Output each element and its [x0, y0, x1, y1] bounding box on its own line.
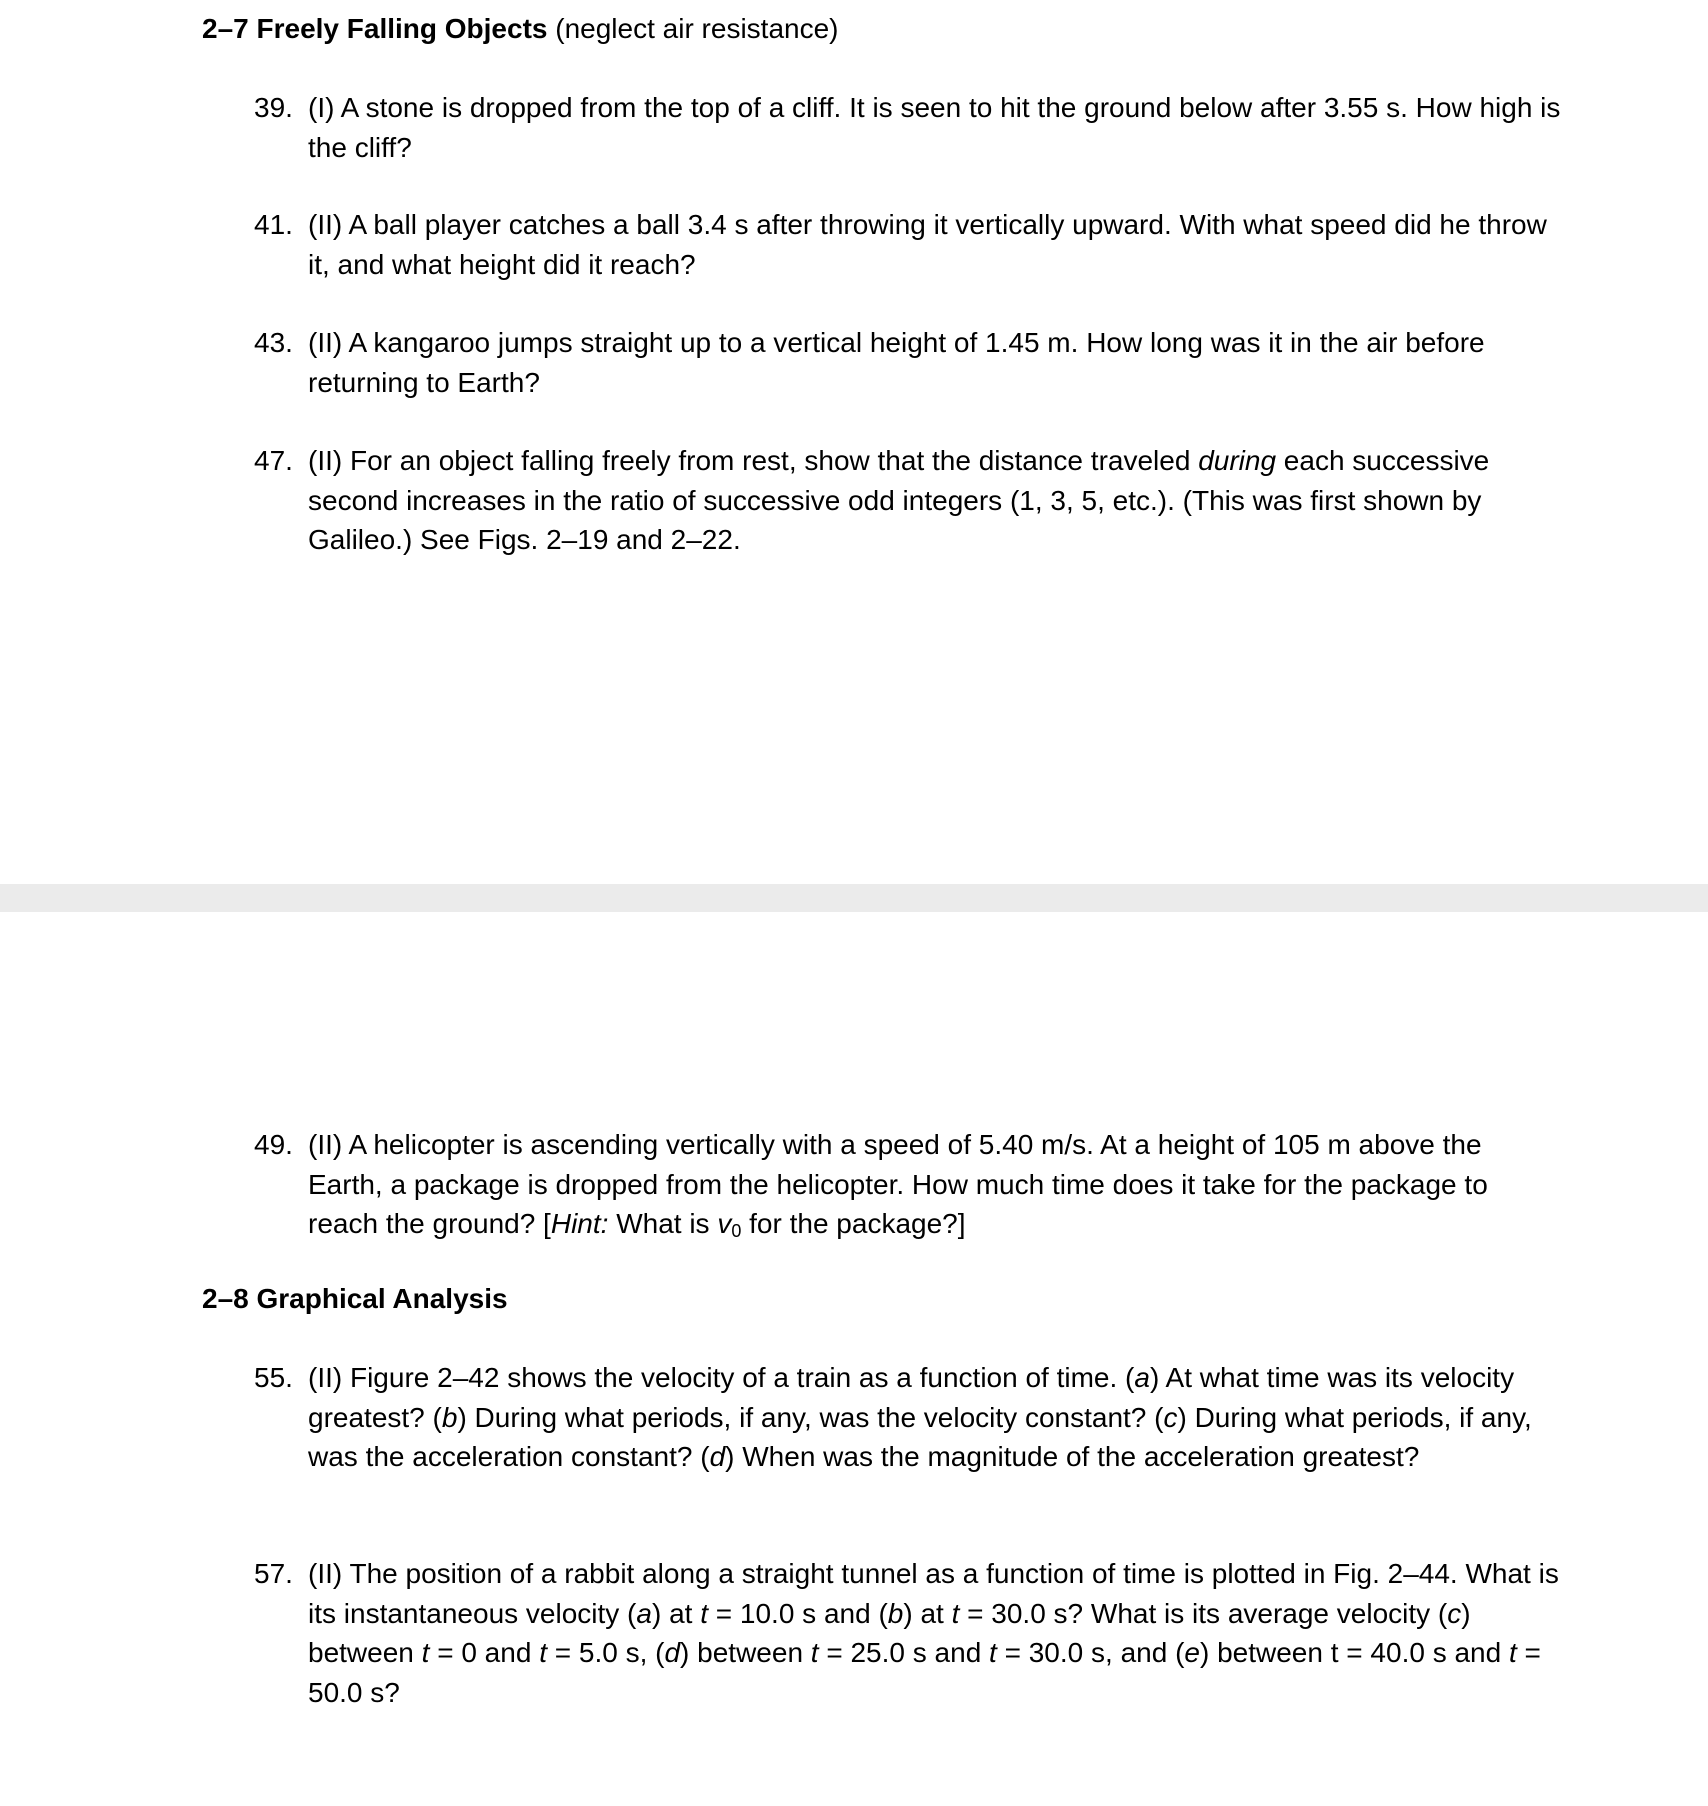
problem-number: 43.	[254, 327, 293, 358]
problem-text: (II) For an object falling freely from rest, show that the distance traveled during each successive second increases in the ratio of successive odd integers (1, 3, 5, etc.). (This was first shown by Galileo.) See Figs. 2–19 and 2–22.	[308, 445, 1490, 555]
problem-text: (II) A ball player catches a ball 3.4 s after throwing it vertically upward. With what speed did he throw it, and what height did it reach?	[308, 209, 1547, 280]
problem-number: 47.	[254, 445, 293, 476]
problem-39	[254, 88, 1564, 167]
section-heading-2-7	[202, 12, 839, 46]
problem-49	[254, 1125, 1564, 1252]
problem-number: 57.	[254, 1558, 293, 1589]
section-title: 2–8 Graphical Analysis	[202, 1283, 508, 1314]
problem-text: (II) A kangaroo jumps straight up to a vertical height of 1.45 m. How long was it in the air before returning to Earth?	[308, 327, 1485, 398]
problem-text: (II) Figure 2–42 shows the velocity of a train as a function of time. (a) At what time was its velocity greatest? (b) During what periods, if any, was the velocity constant? (c) During what periods, if any, was the acceleration constant? (d) When was the magnitude of the acceleration greatest?	[308, 1362, 1532, 1472]
section-heading-2-8	[202, 1282, 508, 1316]
section-note: (neglect air resistance)	[555, 13, 839, 44]
problem-text: (II) A helicopter is ascending vertically with a speed of 5.40 m/s. At a height of 105 m above the Earth, a package is dropped from the helicopter. How much time does it take for the package to reach the ground? [Hint: What is $v_0$ for the package?]	[308, 1129, 1488, 1241]
section-title: 2–7 Freely Falling Objects	[202, 13, 548, 44]
page-separator	[0, 884, 1708, 912]
problem-43	[254, 323, 1564, 402]
problem-41	[254, 205, 1564, 284]
problem-55	[254, 1358, 1564, 1477]
problem-number: 55.	[254, 1362, 293, 1393]
problem-57	[254, 1554, 1564, 1712]
problem-47	[254, 441, 1564, 560]
problem-number: 39.	[254, 92, 293, 123]
document-page-2	[0, 912, 1708, 1806]
problem-text: (II) The position of a rabbit along a straight tunnel as a function of time is plotted in Fig. 2–44. What is its instantaneous velocity (a) at t = 10.0 s and (b) at t = 30.0 s? What is its average velocity (c) between t = 0 and t = 5.0 s, (d) between t = 25.0 s and t = 30.0 s, and (e) between t = 40.0 s and t = 50.0 s?	[308, 1558, 1559, 1708]
problem-number: 49.	[254, 1129, 293, 1160]
emphasis: during	[1198, 445, 1277, 476]
problem-number: 41.	[254, 209, 293, 240]
document-page-1	[0, 0, 1708, 884]
problem-text: (I) A stone is dropped from the top of a cliff. It is seen to hit the ground below after 3.55 s. How high is the cliff?	[308, 92, 1561, 163]
